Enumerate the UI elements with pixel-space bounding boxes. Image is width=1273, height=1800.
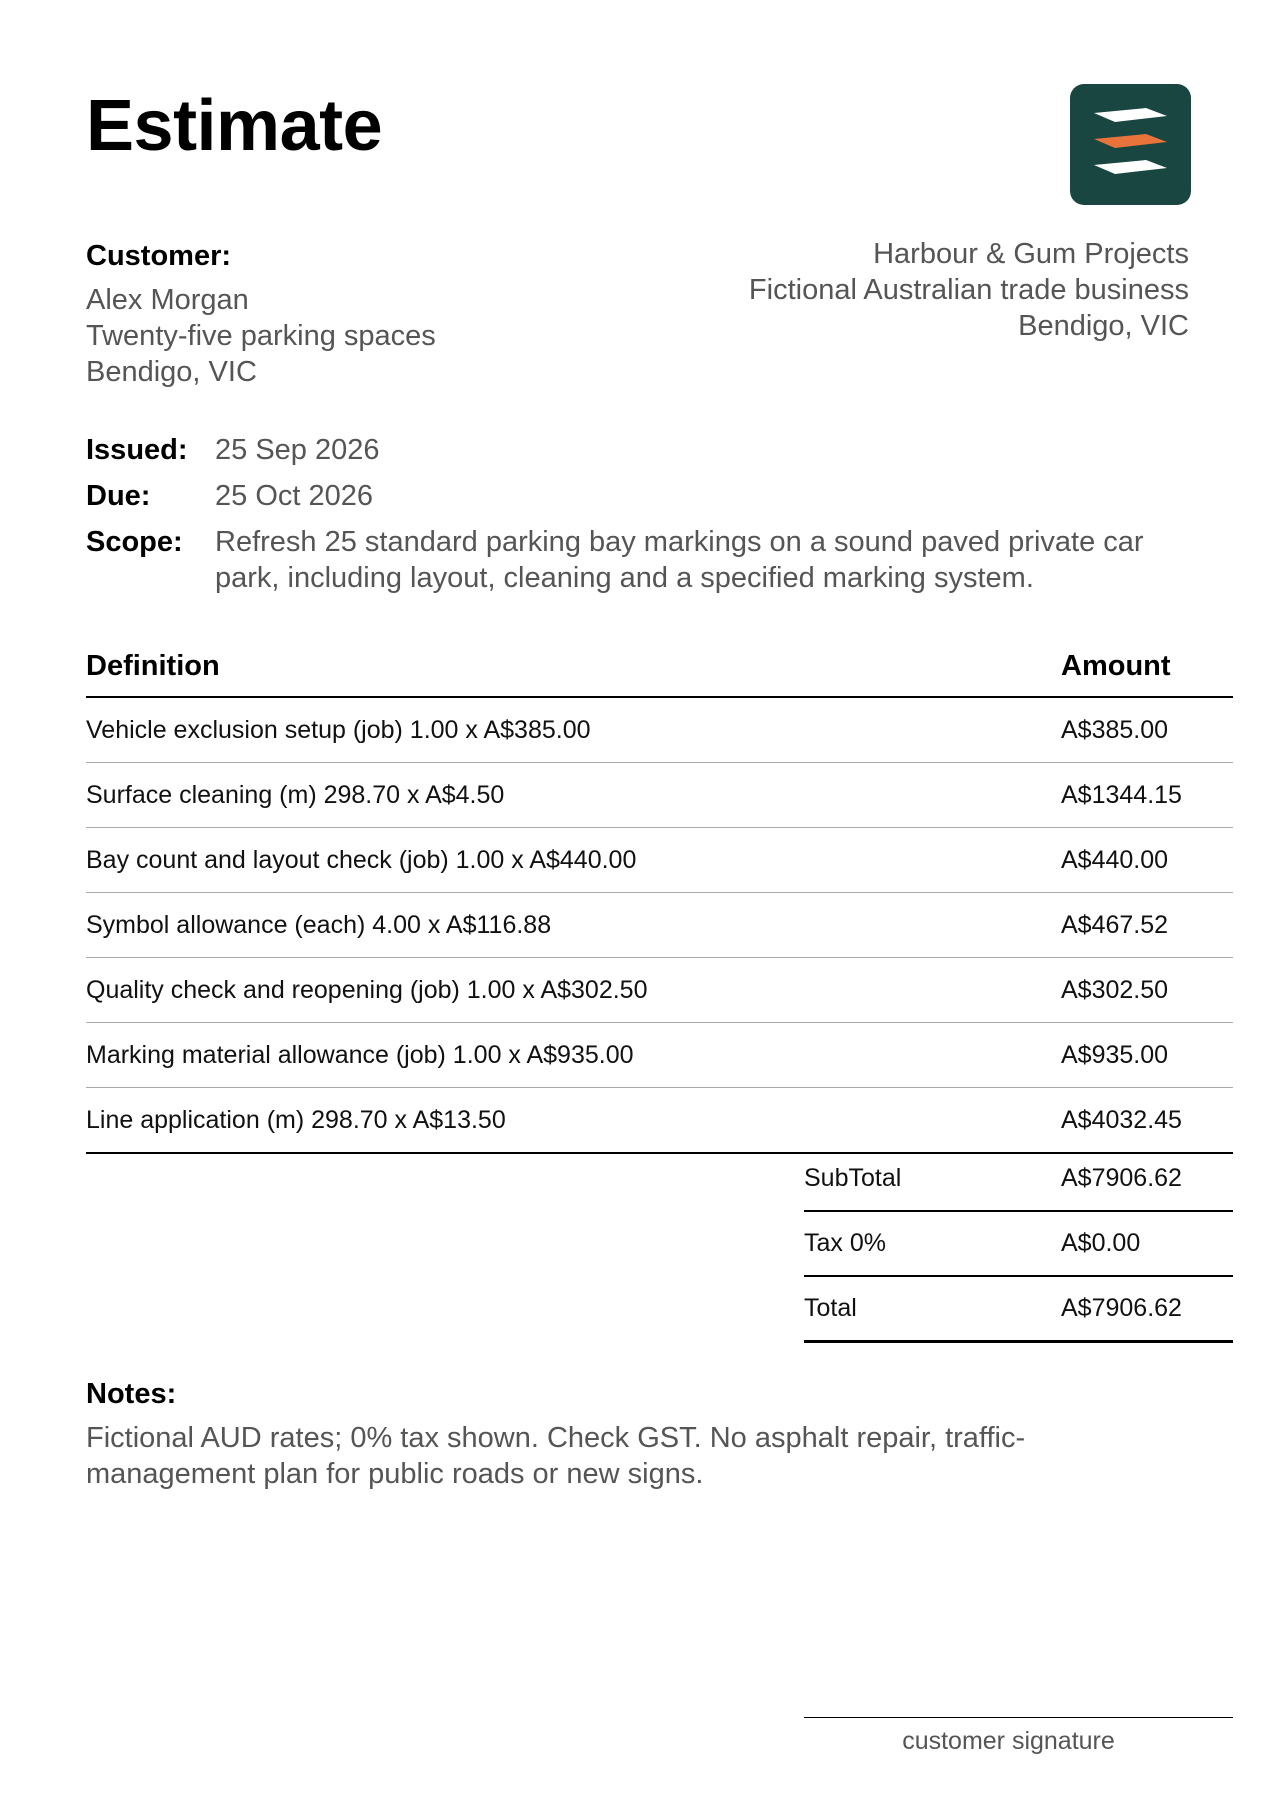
due-row (86, 478, 1216, 514)
item-amount: A$440.00 (1061, 828, 1233, 893)
scope-row (86, 524, 1216, 596)
item-definition: Marking material allowance (job) 1.00 x A$935.00 (86, 1023, 1061, 1088)
item-amount: A$467.52 (1061, 893, 1233, 958)
company-block (749, 236, 1189, 344)
item-definition: Symbol allowance (each) 4.00 x A$116.88 (86, 893, 1061, 958)
issued-row (86, 432, 1216, 468)
line-items-table (86, 650, 1233, 1154)
table-header-row (86, 650, 1233, 697)
notes-text: Fictional AUD rates; 0% tax shown. Check GST. No asphalt repair, traffic-management plan for public roads or new signs. (86, 1422, 1026, 1490)
notes-label: Notes: (86, 1378, 177, 1410)
company-location: Bendigo, VIC (1018, 310, 1189, 342)
item-definition: Quality check and reopening (job) 1.00 x A$302.50 (86, 958, 1061, 1023)
table-row (86, 893, 1233, 958)
notes-section (86, 1374, 1186, 1492)
issued-label: Issued: (86, 434, 188, 466)
customer-block (86, 236, 436, 390)
due-date: 25 Oct 2026 (215, 480, 373, 512)
table-row (86, 958, 1233, 1023)
scope-label: Scope: (86, 526, 183, 558)
item-amount: A$4032.45 (1061, 1088, 1233, 1154)
customer-name: Alex Morgan (86, 284, 249, 316)
tax-value: A$0.00 (1061, 1211, 1233, 1276)
item-definition: Surface cleaning (m) 298.70 x A$4.50 (86, 763, 1061, 828)
signature-label: customer signature (902, 1727, 1115, 1755)
total-label: Total (804, 1276, 1061, 1342)
subtotal-row (804, 1147, 1233, 1211)
definition-header: Definition (86, 650, 1061, 697)
tax-row (804, 1211, 1233, 1276)
company-name: Harbour & Gum Projects (873, 238, 1189, 270)
item-definition: Vehicle exclusion setup (job) 1.00 x A$385.00 (86, 697, 1061, 763)
table-row (86, 1023, 1233, 1088)
customer-project: Twenty-five parking spaces (86, 320, 436, 352)
total-value: A$7906.62 (1061, 1276, 1233, 1342)
estimate-meta (86, 432, 1216, 606)
document-title: Estimate (86, 86, 383, 166)
subtotal-label: SubTotal (804, 1147, 1061, 1211)
item-definition: Line application (m) 298.70 x A$13.50 (86, 1088, 1061, 1154)
table-row (86, 763, 1233, 828)
total-row (804, 1276, 1233, 1342)
totals-table (804, 1147, 1233, 1343)
issued-date: 25 Sep 2026 (215, 434, 380, 466)
company-description: Fictional Australian trade business (748, 274, 1189, 306)
customer-label: Customer: (86, 240, 232, 272)
table-row (86, 1088, 1233, 1154)
item-amount: A$385.00 (1061, 697, 1233, 763)
table-row (86, 828, 1233, 893)
item-amount: A$1344.15 (1061, 763, 1233, 828)
item-amount: A$302.50 (1061, 958, 1233, 1023)
item-definition: Bay count and layout check (job) 1.00 x A$440.00 (86, 828, 1061, 893)
amount-header: Amount (1061, 650, 1233, 697)
company-logo-icon (1070, 84, 1191, 205)
signature-line (804, 1717, 1233, 1756)
item-amount: A$935.00 (1061, 1023, 1233, 1088)
table-row (86, 697, 1233, 763)
tax-label: Tax 0% (804, 1211, 1061, 1276)
subtotal-value: A$7906.62 (1061, 1147, 1233, 1211)
customer-location: Bendigo, VIC (86, 356, 257, 388)
due-label: Due: (86, 480, 151, 512)
scope-text: Refresh 25 standard parking bay markings on a sound paved private car park, including layout, cleaning and a specified marking system. (215, 526, 1144, 594)
